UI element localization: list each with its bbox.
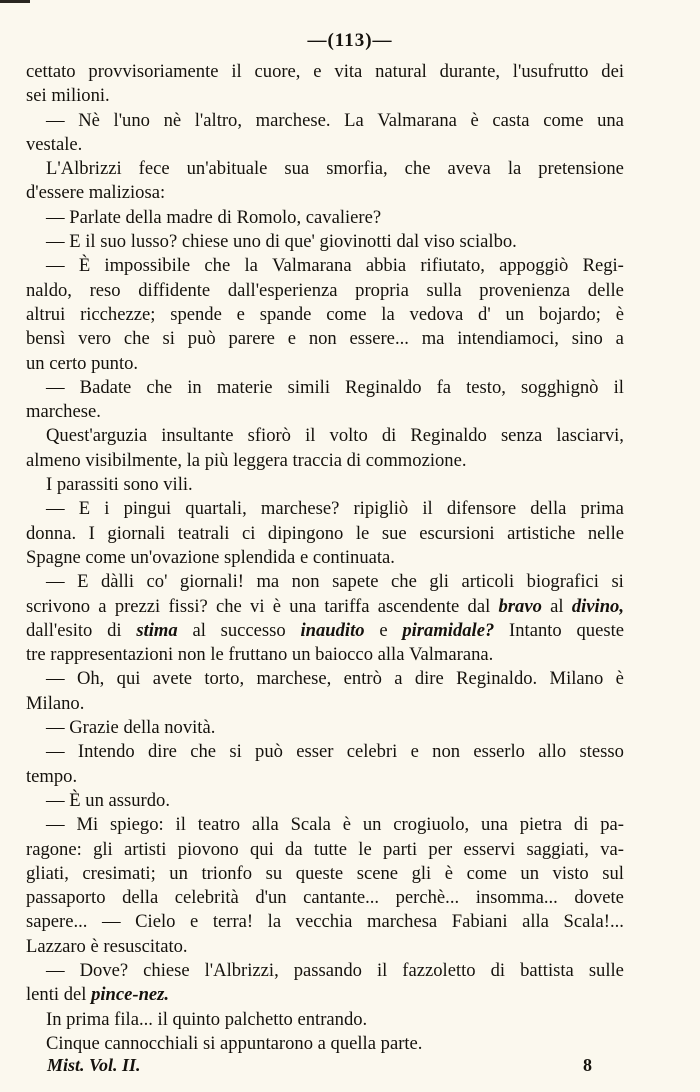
text-line: Milano. (26, 692, 85, 714)
text-line: — Intendo dire che si può esser celebri e non esserlo allo stesso (46, 741, 624, 763)
text-line: — Mi spiego: il teatro alla Scala è un crogiuolo, una pietra di pa- (46, 814, 624, 836)
text-line: ragone: gli artisti piovono qui da tutte le parti per esservi saggiati, va- (26, 838, 624, 860)
text-line: scrivono a prezzi fissi? che vi è una tariffa ascendente dal bravo al divino, (26, 595, 624, 617)
text-line: bensì vero che si può parere e non essere... ma intendiamoci, sino a (26, 328, 624, 350)
text-line: donna. I giornali teatrali ci dipingono le sue escursioni artistiche nelle (26, 522, 624, 544)
text-line: Quest'arguzia insultante sfiorò il volto di Reginaldo senza lasciarvi, (46, 425, 624, 447)
text-line: un certo punto. (26, 352, 139, 374)
text-line: — È un assurdo. (46, 789, 170, 811)
text-line: gliati, cresimati; un trionfo su queste scene gli è come un visto sul (26, 862, 624, 884)
text-line: — Nè l'uno nè l'altro, marchese. La Valmarana è casta come una (46, 109, 624, 131)
text-line: — Dove? chiese l'Albrizzi, passando il fazzoletto di battista sulle (46, 959, 624, 981)
text-line: — È impossibile che la Valmarana abbia rifiutato, appoggiò Regi- (46, 255, 624, 277)
text-line: sei milioni. (26, 85, 110, 107)
text-line: Lazzaro è resuscitato. (26, 935, 188, 957)
text-line: almeno visibilmente, la più leggera traccia di commozione. (26, 449, 467, 471)
page-number: —(113)— (307, 30, 393, 51)
text-line: L'Albrizzi fece un'abituale sua smorfia, che aveva la pretensione (46, 158, 624, 180)
text-line: tempo. (26, 765, 78, 787)
text-line: lenti del pince-nez. (26, 984, 170, 1006)
text-line: vestale. (26, 133, 83, 155)
text-line: Spagne come un'ovazione splendida e continuata. (26, 546, 395, 568)
text-line: cettato provvisoriamente il cuore, e vita natural durante, l'usufrutto dei (26, 61, 624, 82)
corner-rule (0, 0, 30, 3)
text-line: naldo, reso diffidente dall'esperienza propria sulla provenienza delle (26, 279, 624, 301)
body-text (26, 60, 624, 1056)
text-line: In prima fila... il quinto palchetto entrando. (46, 1008, 368, 1030)
text-line: — Parlate della madre di Romolo, cavaliere? (46, 206, 382, 228)
text-line: altrui ricchezze; spende e spande come la vedova d' un bojardo; è (26, 303, 624, 325)
text-line: — Oh, qui avete torto, marchese, entrò a dire Reginaldo. Milano è (46, 668, 624, 690)
signature-mark: Mist. Vol. II. (47, 1055, 141, 1075)
text-line: tre rappresentazioni non le fruttano un baiocco alla Valmarana. (26, 644, 494, 666)
text-line: marchese. (26, 401, 101, 423)
text-line: — E i pingui quartali, marchese? ripigliò il difensore della prima (46, 498, 624, 520)
text-line: d'essere maliziosa: (26, 182, 166, 204)
text-line: I parassiti sono vili. (46, 474, 193, 496)
text-line: sapere... — Cielo e terra! la vecchia marchesa Fabiani alla Scala!... (26, 911, 624, 933)
text-line: — Badate che in materie simili Reginaldo fa testo, sogghignò il (46, 376, 624, 398)
text-line: Cinque cannocchiali si appuntarono a quella parte. (46, 1032, 423, 1054)
page-footer (47, 1055, 592, 1076)
sheet-number: 8 (583, 1055, 592, 1075)
text-line: passaporto della celebrità d'un cantante... perchè... insomma... dovete (26, 887, 624, 909)
text-line: — E il suo lusso? chiese uno di que' giovinotti dal viso scialbo. (46, 231, 517, 253)
text-line: dall'esito di stima al successo inaudito e piramidale? Intanto queste (26, 619, 624, 641)
text-line: — Grazie della novità. (46, 717, 216, 739)
text-line: — E dàlli co' giornali! ma non sapete che gli articoli biografici si (46, 571, 624, 593)
